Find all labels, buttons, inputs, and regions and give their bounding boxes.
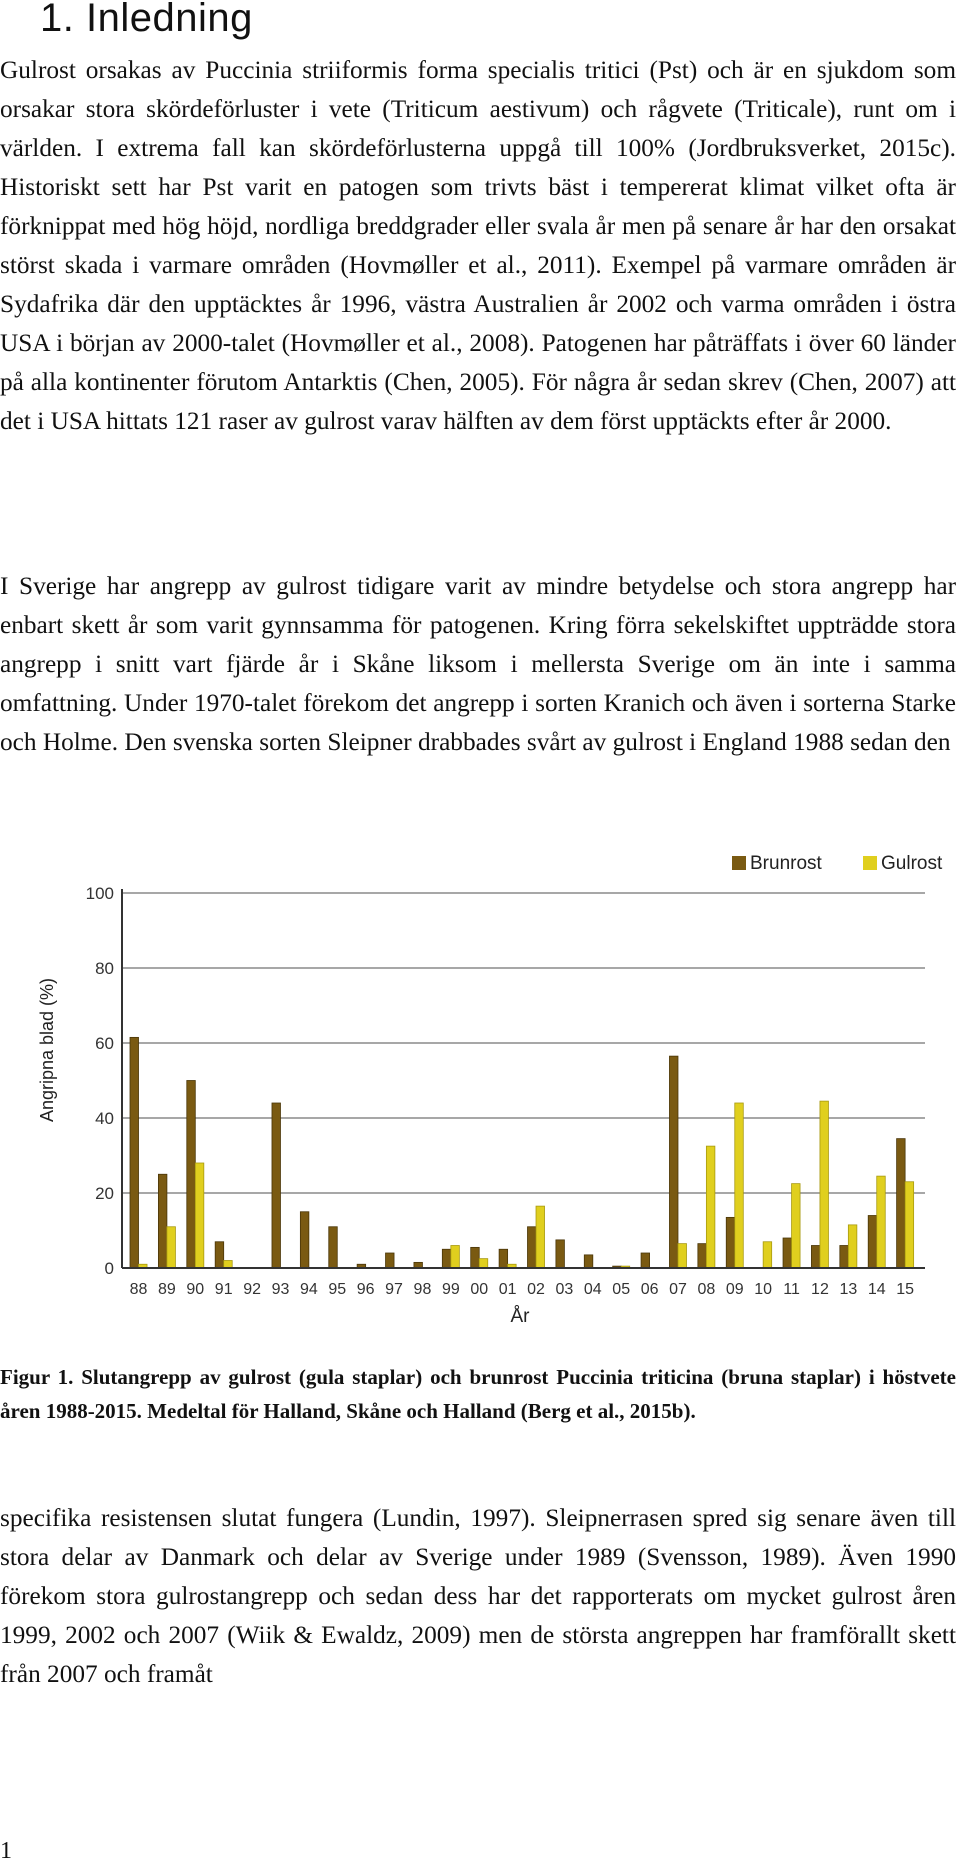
x-tick-label: 09 [725, 1281, 744, 1298]
x-tick-label: 92 [243, 1281, 261, 1298]
x-tick-label: 13 [839, 1281, 858, 1298]
bar-brunrost-90 [187, 1081, 196, 1269]
bar-brunrost-11 [783, 1238, 792, 1268]
chart-axes [122, 889, 925, 1268]
x-tick-label: 91 [214, 1281, 233, 1298]
y-tick-label: 80 [95, 959, 114, 978]
bar-brunrost-12 [811, 1246, 820, 1269]
bar-brunrost-91 [215, 1242, 224, 1268]
x-tick-label: 99 [441, 1281, 460, 1298]
x-tick-label: 96 [356, 1281, 375, 1298]
bar-gulrost-00 [479, 1259, 488, 1268]
bar-brunrost-89 [158, 1174, 167, 1268]
x-tick-label: 89 [158, 1281, 176, 1298]
legend-swatch-gulrost [863, 856, 877, 870]
bar-brunrost-03 [556, 1240, 565, 1268]
y-tick-label: 20 [95, 1184, 114, 1203]
bar-brunrost-94 [300, 1212, 309, 1268]
y-tick-label: 100 [85, 884, 114, 903]
x-tick-label: 04 [583, 1281, 602, 1298]
x-tick-label: 05 [612, 1281, 631, 1298]
x-tick-label: 07 [669, 1281, 687, 1298]
bar-gulrost-07 [678, 1244, 687, 1268]
bar-brunrost-14 [868, 1216, 877, 1269]
bar-gulrost-90 [195, 1163, 204, 1268]
bar-gulrost-91 [224, 1261, 233, 1269]
x-tick-label: 01 [498, 1281, 517, 1298]
bar-brunrost-88 [130, 1037, 139, 1268]
figure-bar-chart [30, 838, 943, 1338]
x-tick-label: 98 [413, 1281, 432, 1298]
body-paragraph-1: Gulrost orsakas av Puccinia striiformis forma specialis tritici (Pst) och är en sjukdom som orsakar stora skördeförluster i vete (Triticum aestivum) och rågvete (Triticale), runt om i världen. I extrema fall kan skördeförlusterna uppgå till 100% (Jordbruksverket, 2015c). Historiskt sett har Pst varit en patogen som trivts bäst i tempererat klimat vilket ofta är förknippat med hög höjd, nordliga breddgrader eller svala år men på senare år har den orsakat störst skada i varmare områden (Hovmøller et al., 2011). Exempel på varmare områden är Sydafrika där den upptäcktes år 1996, västra Australien år 2002 och varma områden i östra USA i början av 2000-talet (Hovmøller et al., 2008). Patogenen har påträffats i över 60 länder på alla kontinenter förutom Antarktis (Chen, 2005). För några år sedan skrev (Chen, 2007) att det i USA hittats 121 raser av gulrost varav hälften av dem först upptäckts efter år 2000. [0, 56, 956, 435]
x-tick-label: 11 [783, 1281, 800, 1298]
bar-gulrost-08 [706, 1146, 715, 1268]
bar-gulrost-02 [536, 1206, 545, 1268]
bar-gulrost-11 [792, 1184, 801, 1268]
figure-caption: Figur 1. Slutangrepp av gulrost (gula staplar) och brunrost Puccinia triticina (bruna staplar) i höstvete åren 1988-2015. Medeltal för Halland, Skåne och Halland (Berg et al., 2015b). [0, 1365, 956, 1423]
y-tick-label: 40 [95, 1109, 114, 1128]
bar-brunrost-93 [272, 1103, 281, 1268]
y-tick-label: 0 [104, 1259, 114, 1278]
x-tick-label: 08 [697, 1281, 716, 1298]
chart-legend [732, 853, 943, 874]
legend-label-brunrost: Brunrost [750, 853, 822, 874]
x-tick-label: 93 [271, 1281, 290, 1298]
bar-gulrost-09 [735, 1103, 744, 1268]
bar-brunrost-08 [698, 1244, 707, 1268]
x-tick-label: 88 [129, 1281, 148, 1298]
legend-swatch-brunrost [732, 856, 746, 870]
x-tick-label: 90 [186, 1281, 205, 1298]
bar-brunrost-09 [726, 1217, 735, 1268]
legend-label-gulrost: Gulrost [881, 853, 943, 874]
bar-brunrost-07 [669, 1056, 678, 1268]
x-tick-label: 00 [470, 1281, 489, 1298]
bar-brunrost-95 [329, 1227, 338, 1268]
x-axis-label: År [510, 1306, 530, 1327]
bar-brunrost-15 [897, 1139, 906, 1268]
bar-brunrost-02 [528, 1227, 537, 1268]
y-tick-label: 60 [95, 1034, 114, 1053]
bar-brunrost-00 [471, 1247, 480, 1268]
bar-brunrost-13 [840, 1246, 849, 1269]
bar-gulrost-15 [905, 1182, 914, 1268]
x-tick-label: 02 [527, 1281, 545, 1298]
chart-tick-labels [86, 884, 915, 1298]
x-tick-label: 14 [867, 1281, 886, 1298]
x-tick-label: 94 [299, 1281, 318, 1298]
x-tick-label: 97 [385, 1281, 403, 1298]
section-heading: 1. Inledning [40, 0, 253, 40]
body-paragraph-2: I Sverige har angrepp av gulrost tidigare varit av mindre betydelse och stora angrepp har enbart skett år som varit gynnsamma för patogenen. Kring förra sekelskiftet uppträdde stora angrepp i snitt vart fjärde år i Skåne liksom i mellersta Sverige om än inte i samma omfattning. Under 1970-talet förekom det angrepp i sorten Kranich och även i sorterna Starke och Holme. Den svenska sorten Sleipner drabbades svårt av gulrost i England 1988 sedan den [0, 572, 956, 756]
bar-gulrost-14 [877, 1176, 886, 1268]
x-tick-label: 95 [328, 1281, 347, 1298]
x-tick-label: 03 [555, 1281, 574, 1298]
bar-gulrost-13 [848, 1225, 857, 1268]
bar-brunrost-04 [584, 1255, 593, 1268]
bar-brunrost-97 [386, 1253, 395, 1268]
chart-gridlines [122, 893, 925, 1193]
bar-gulrost-89 [167, 1227, 176, 1268]
bar-brunrost-06 [641, 1253, 650, 1268]
bar-gulrost-10 [763, 1242, 772, 1268]
bar-brunrost-99 [442, 1249, 451, 1268]
x-tick-label: 10 [754, 1281, 773, 1298]
chart-bars [130, 1037, 914, 1268]
bar-brunrost-01 [499, 1249, 508, 1268]
bar-gulrost-12 [820, 1101, 829, 1268]
y-axis-label: Angripna blad (%) [37, 977, 57, 1123]
x-tick-label: 06 [640, 1281, 659, 1298]
body-paragraph-3: specifika resistensen slutat fungera (Lundin, 1997). Sleipnerrasen spred sig senare även till stora delar av Danmark och delar av Sverige under 1989 (Svensson, 1989). Även 1990 förekom stora gulrostangrepp och sedan dess har det rapporterats om mycket gulrost åren 1999, 2002 och 2007 (Wiik & Ewaldz, 2009) men de största angreppen har framförallt skett från 2007 och framåt [0, 1504, 956, 1688]
bar-gulrost-99 [451, 1246, 460, 1269]
x-tick-label: 12 [811, 1281, 829, 1298]
page-number: 1 [0, 1838, 12, 1864]
x-tick-label: 15 [896, 1281, 915, 1298]
